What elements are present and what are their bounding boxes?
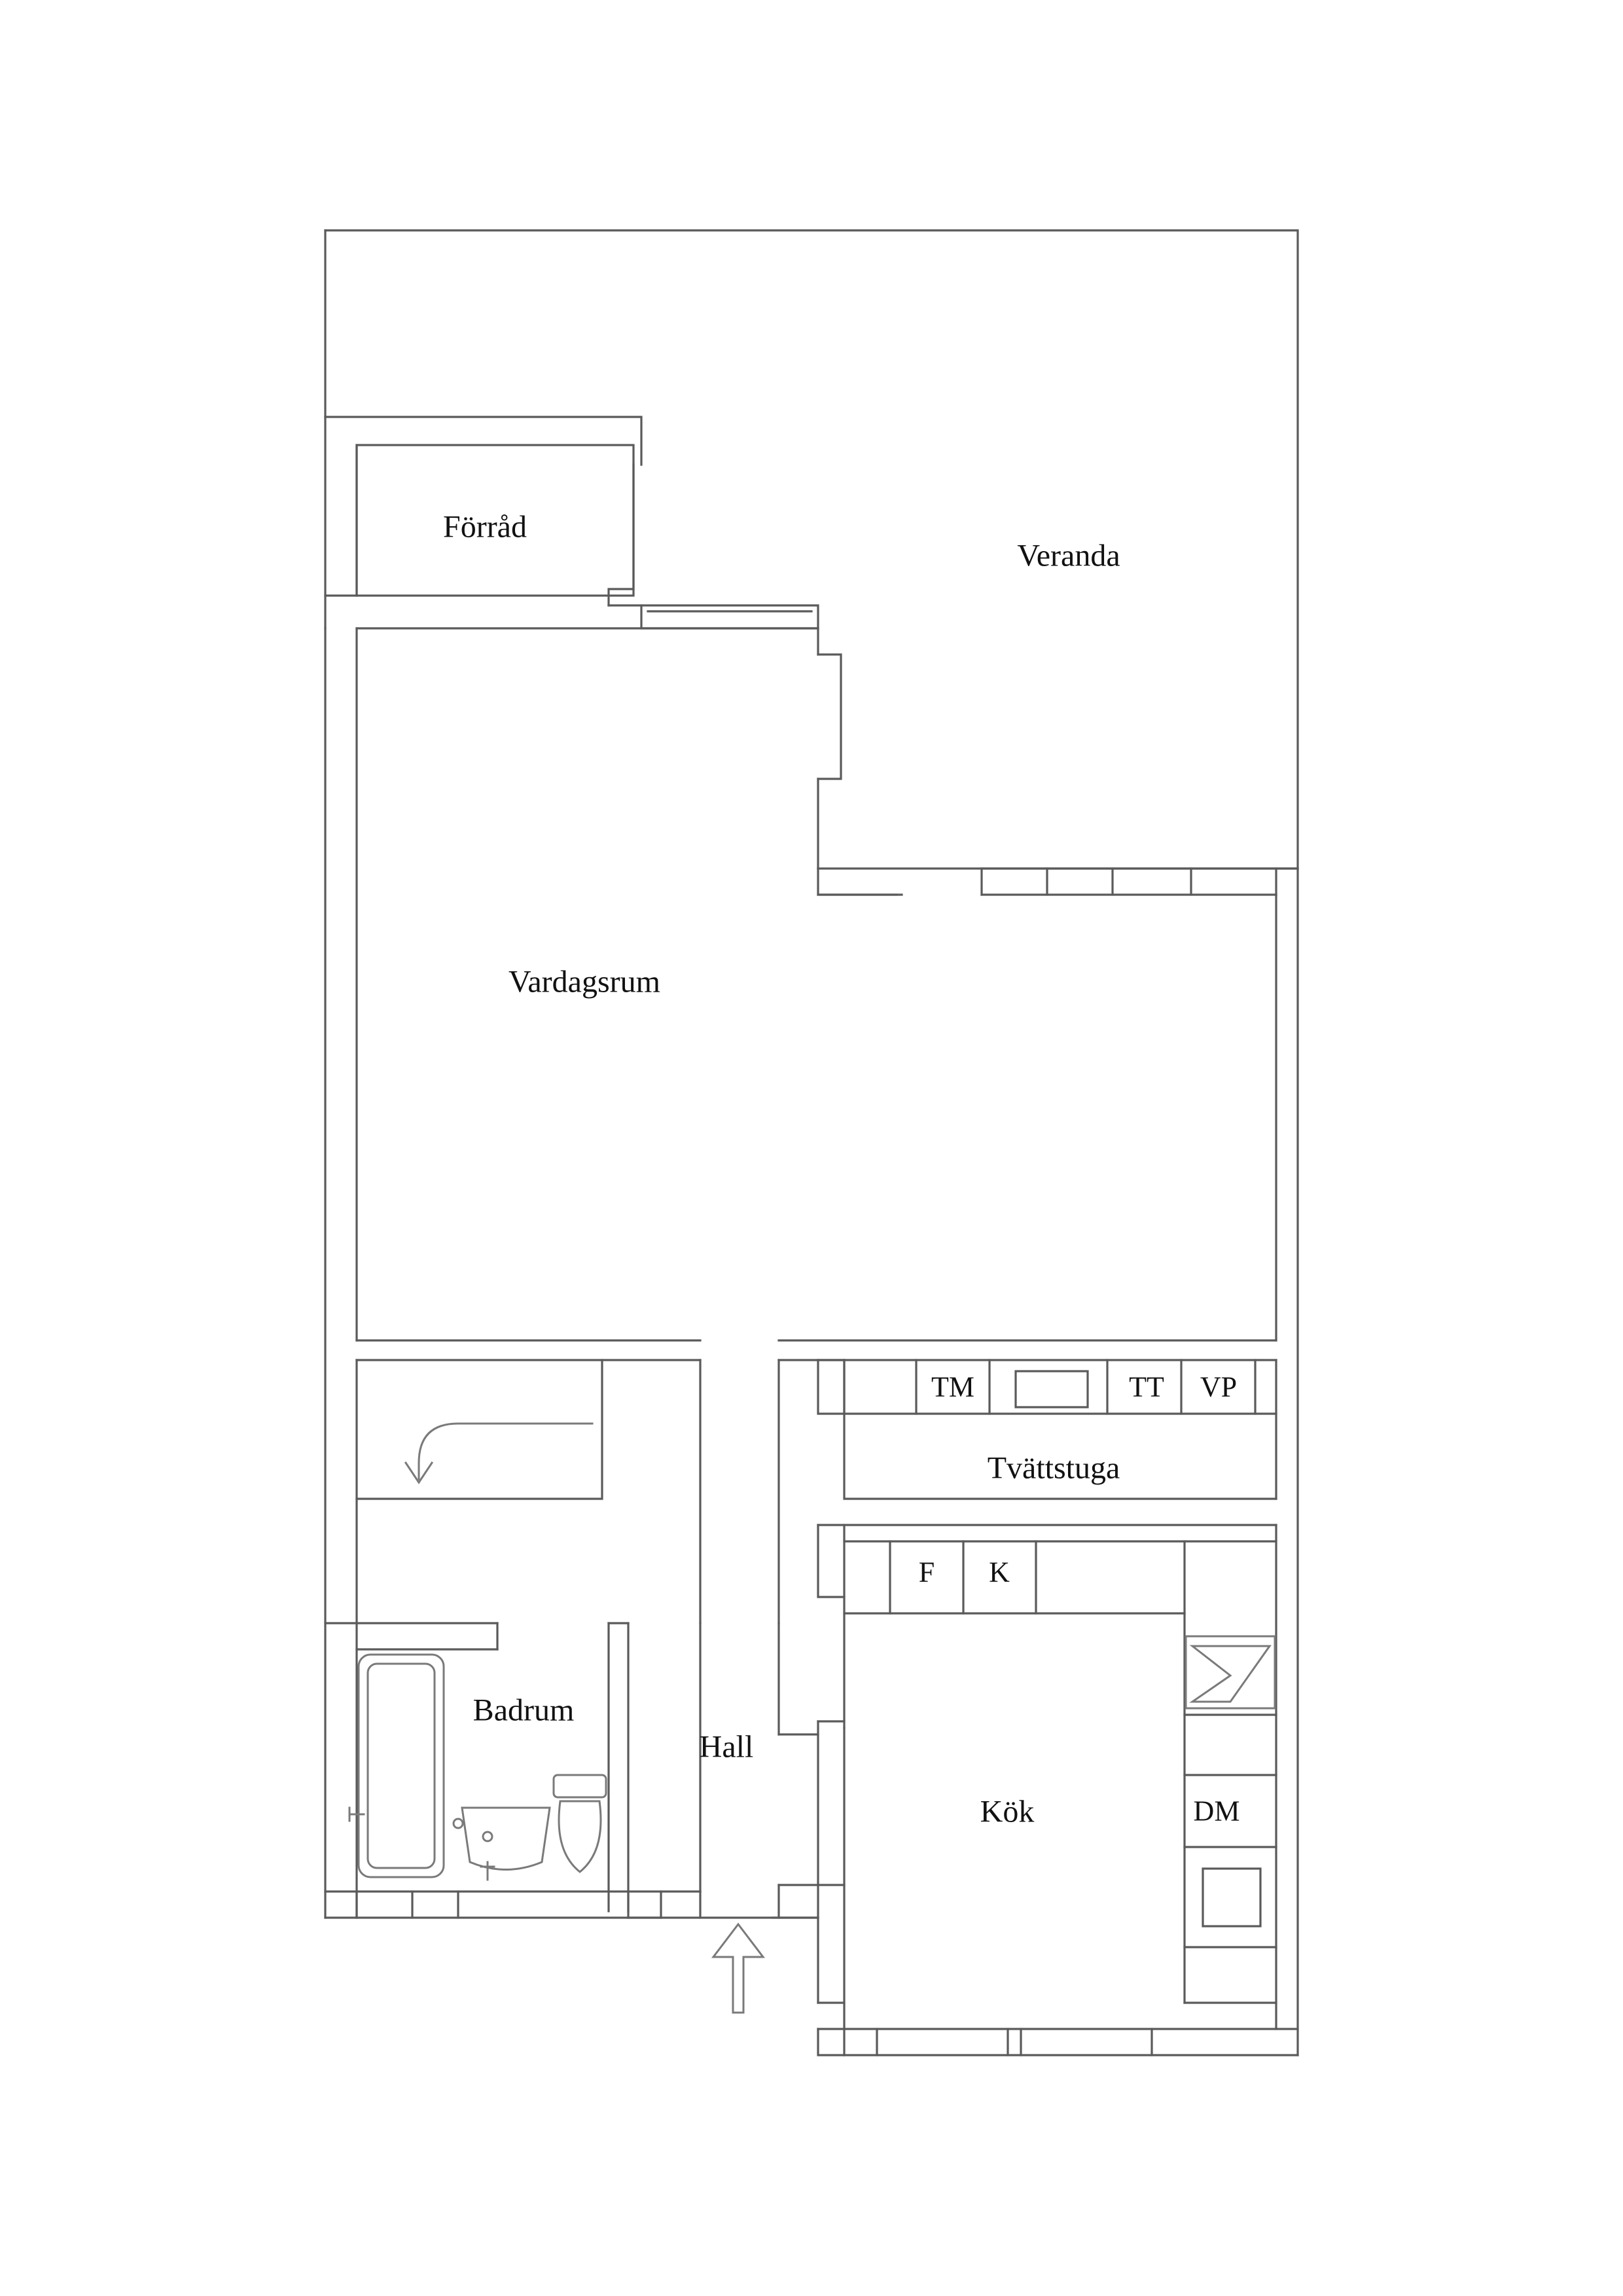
kok-south-west-corner bbox=[818, 2029, 844, 2055]
kok-counter-left bbox=[844, 1541, 890, 1613]
outline-upper-right bbox=[325, 230, 1298, 869]
room-label-veranda: Veranda bbox=[1017, 538, 1120, 573]
stair-enclosure bbox=[357, 1360, 602, 1499]
stair-arrow-icon bbox=[406, 1424, 592, 1482]
kok-sink-basin bbox=[1203, 1869, 1260, 1926]
appliance-label-vp: VP bbox=[1200, 1371, 1238, 1403]
room-label-kok: Kök bbox=[980, 1794, 1035, 1829]
entrance-arrow-icon bbox=[713, 1924, 763, 2013]
appliance-label-tm: TM bbox=[931, 1371, 974, 1403]
vardagsrum-niche-east bbox=[818, 655, 841, 779]
toilet-icon bbox=[554, 1775, 606, 1872]
kok-west-niche bbox=[818, 1525, 844, 1597]
stove-icon bbox=[1186, 1636, 1275, 1708]
opening-forrad-vardagsrum bbox=[641, 605, 818, 628]
forrad-right-wall bbox=[609, 465, 633, 605]
washbasin-icon bbox=[462, 1808, 550, 1880]
room-label-tvattstuga: Tvättstuga bbox=[987, 1450, 1120, 1486]
room-label-hall: Hall bbox=[699, 1729, 754, 1765]
room-label-badrum: Badrum bbox=[473, 1693, 575, 1728]
bathtub-icon bbox=[349, 1655, 463, 1877]
laundry-sink bbox=[1016, 1371, 1088, 1407]
appliance-label-f: F bbox=[918, 1556, 935, 1588]
plan-outline-group bbox=[325, 230, 1298, 2055]
room-label-vardagsrum: Vardagsrum bbox=[508, 964, 660, 999]
appliance-label-k: K bbox=[989, 1556, 1010, 1588]
room-label-forrad: Förråd bbox=[443, 509, 527, 545]
tvattstuga-west-niche bbox=[818, 1360, 844, 1414]
appliance-label-tt: TT bbox=[1129, 1371, 1164, 1403]
forrad-top-wall bbox=[325, 417, 641, 465]
appliance-label-dm: DM bbox=[1193, 1795, 1240, 1827]
vardagsrum-step-south bbox=[818, 869, 902, 895]
